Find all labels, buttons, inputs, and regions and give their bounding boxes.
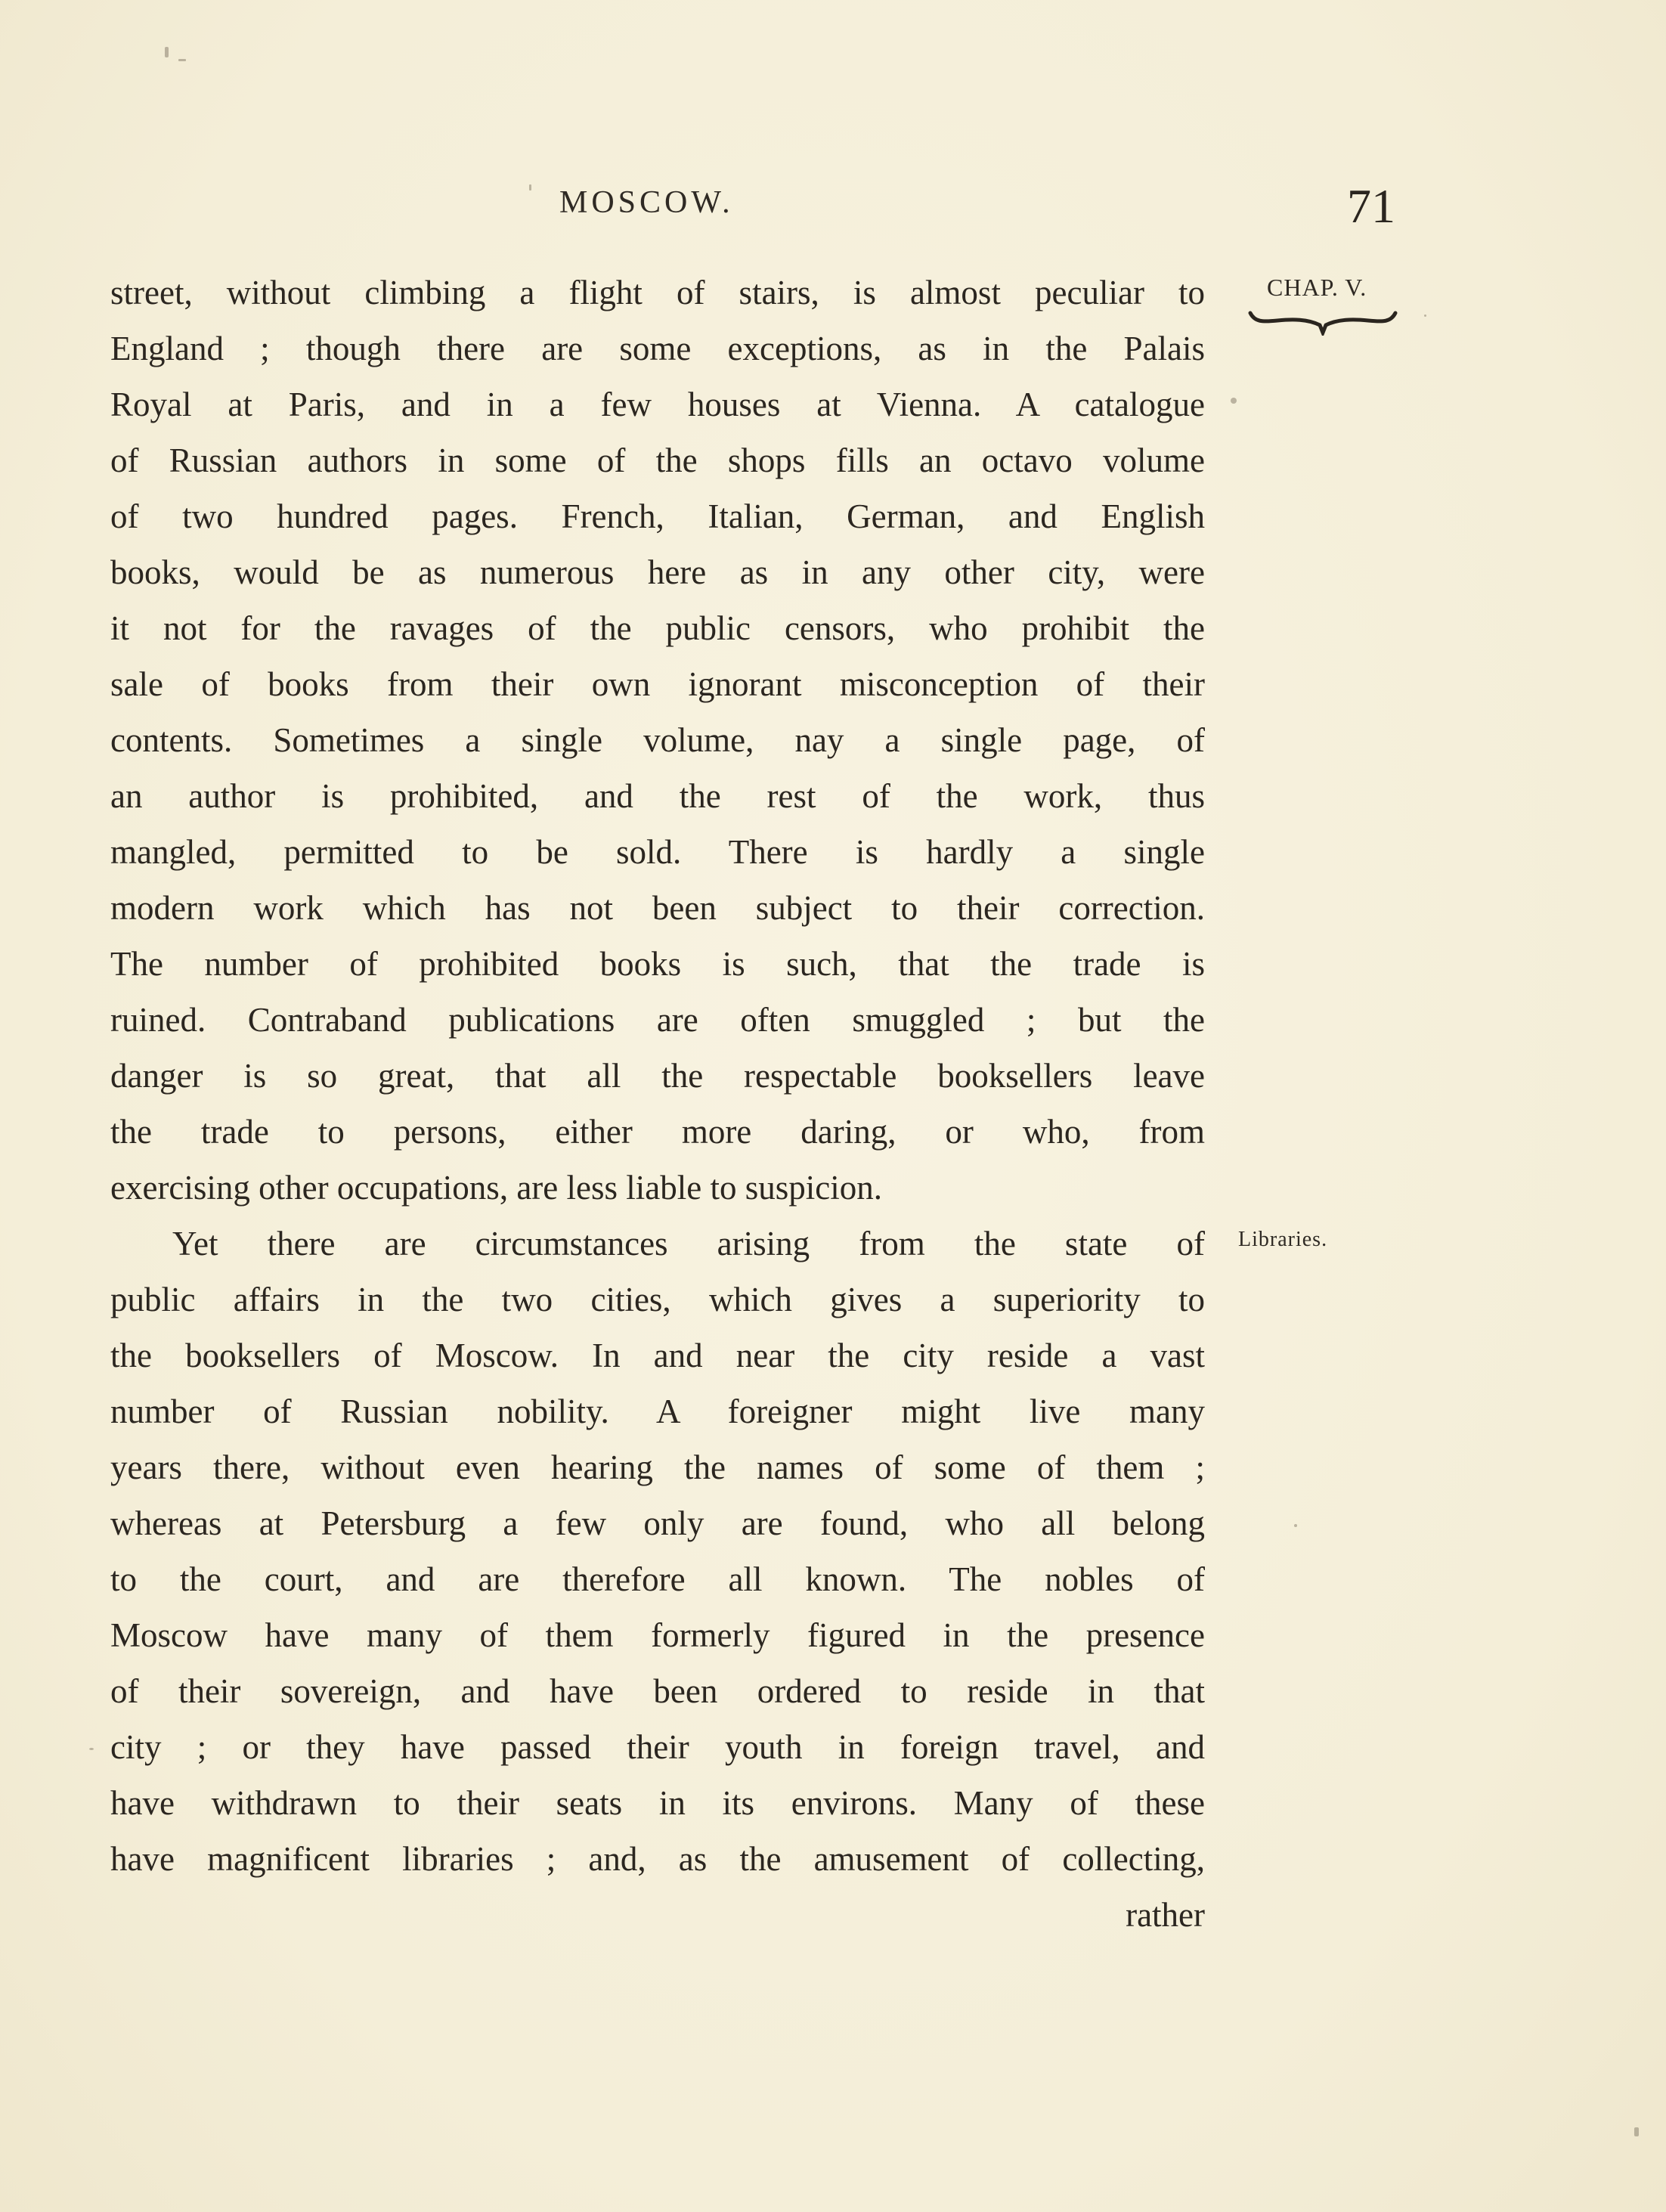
text-line-2: England ; though there are some exceptions, as in the Palais: [110, 330, 1205, 367]
text-line-21: number of Russian nobility. A foreigner might live many: [110, 1393, 1205, 1430]
paper-speck: [1294, 1524, 1297, 1527]
brace-ornament-icon: [1247, 308, 1398, 336]
text-line-25: Moscow have many of them formerly figured in the presence: [110, 1616, 1205, 1654]
text-line-7: it not for the ravages of the public censors, who prohibit the: [110, 609, 1205, 647]
paper-speck: [529, 184, 531, 191]
margin-note-chapter: CHAP. V.: [1267, 274, 1367, 301]
text-line-26: of their sovereign, and have been ordered to reside in that: [110, 1672, 1205, 1710]
text-line-14: ruined. Contraband publications are often smuggled ; but the: [110, 1001, 1205, 1039]
paper-speck: [1231, 398, 1237, 404]
paper-speck: [89, 1748, 94, 1750]
paper-speck: [1634, 2127, 1639, 2136]
text-line-10: an author is prohibited, and the rest of the work, thus: [110, 777, 1205, 815]
paper-speck: [1424, 314, 1426, 317]
text-line-23: whereas at Petersburg a few only are found, who all belong: [110, 1504, 1205, 1542]
text-line-18: Yet there are circumstances arising from the state of: [172, 1225, 1205, 1262]
text-line-4: of Russian authors in some of the shops fills an octavo volume: [110, 441, 1205, 479]
text-line-6: books, would be as numerous here as in any other city, were: [110, 553, 1205, 591]
text-line-15: danger is so great, that all the respectable booksellers leave: [110, 1057, 1205, 1095]
paper-speck: [178, 59, 186, 61]
text-line-17: exercising other occupations, are less liable to suspicion.: [110, 1169, 882, 1207]
text-line-22: years there, without even hearing the names of some of them ;: [110, 1448, 1205, 1486]
text-line-20: the booksellers of Moscow. In and near the city reside a vast: [110, 1337, 1205, 1374]
text-line-29: have magnificent libraries ; and, as the amusement of collecting,: [110, 1840, 1205, 1878]
text-line-3: Royal at Paris, and in a few houses at Vienna. A catalogue: [110, 386, 1205, 423]
text-line-27: city ; or they have passed their youth in foreign travel, and: [110, 1728, 1205, 1766]
catchword: rather: [1126, 1896, 1205, 1934]
text-line-8: sale of books from their own ignorant misconception of their: [110, 665, 1205, 703]
text-line-13: The number of prohibited books is such, that the trade is: [110, 945, 1205, 983]
margin-note-libraries: Libraries.: [1238, 1228, 1328, 1251]
text-line-1: street, without climbing a flight of stairs, is almost peculiar to: [110, 274, 1205, 311]
paper-speck: [165, 47, 169, 57]
text-line-11: mangled, permitted to be sold. There is hardly a single: [110, 833, 1205, 871]
body-text: [110, 265, 1205, 1943]
running-title: MOSCOW.: [559, 185, 734, 220]
text-line-24: to the court, and are therefore all known. The nobles of: [110, 1560, 1205, 1598]
text-line-16: the trade to persons, either more daring, or who, from: [110, 1113, 1205, 1151]
page-number: 71: [1347, 179, 1395, 233]
text-line-19: public affairs in the two cities, which gives a superiority to: [110, 1281, 1205, 1318]
text-line-28: have withdrawn to their seats in its environs. Many of these: [110, 1784, 1205, 1822]
text-line-9: contents. Sometimes a single volume, nay a single page, of: [110, 721, 1205, 759]
text-line-5: of two hundred pages. French, Italian, German, and English: [110, 497, 1205, 535]
text-line-12: modern work which has not been subject to their correction.: [110, 889, 1205, 927]
